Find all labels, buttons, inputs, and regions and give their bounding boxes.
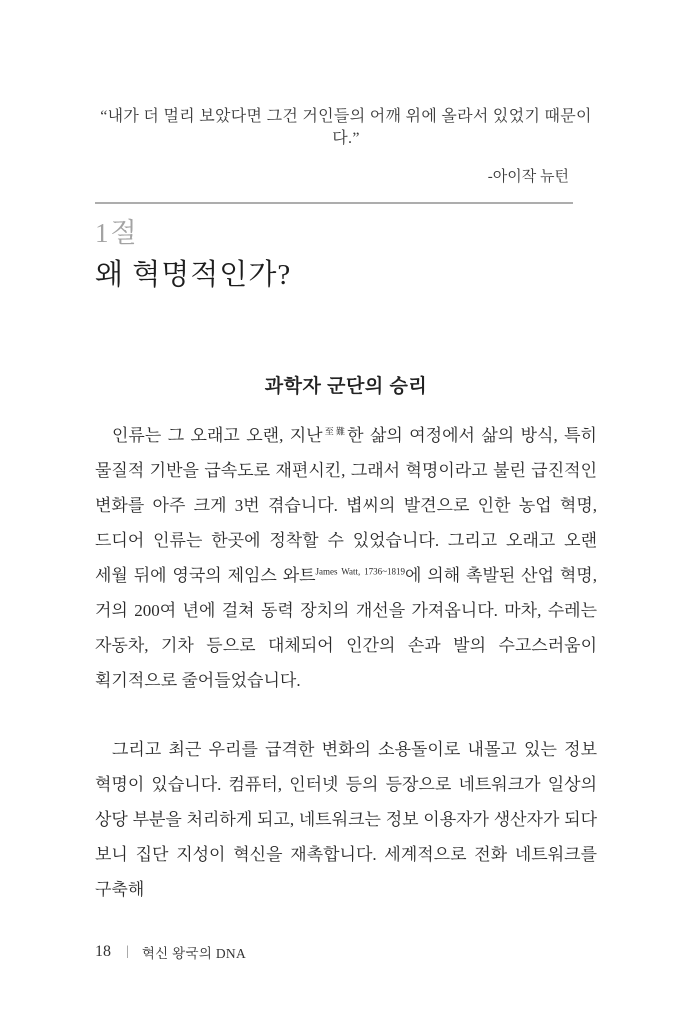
- body-text: [95, 418, 597, 907]
- divider-rule: [95, 202, 573, 204]
- section-number: 1절: [95, 218, 139, 248]
- page-footer: [95, 942, 246, 962]
- superscript-annotation: James Watt, 1736~1819: [315, 566, 406, 577]
- epigraph-attribution: -아이작 뉴턴: [487, 169, 569, 185]
- superscript-annotation: 至難: [322, 426, 348, 437]
- subsection-title: 과학자 군단의 승리: [264, 376, 428, 397]
- epigraph: [95, 0, 597, 186]
- chapter-heading: [95, 217, 597, 292]
- paragraph: 그리고 최근 우리를 급격한 변화의 소용돌이로 내몰고 있는 정보 혁명이 있습니다. 컴퓨터, 인터넷 등의 등장으로 네트워크가 일상의 상당 부분을 처리하게 되고, 네트워크는 정보 이용자가 생산자가 되다 보니 집단 지성이 혁신을 재촉합니다. 세계적으로 전화 네트워크를 구축해: [95, 740, 597, 899]
- chapter-title: 왜 혁명적인가?: [95, 259, 292, 291]
- page-number: 18: [95, 943, 111, 960]
- epigraph-quote: “내가 더 멀리 보았다면 그건 거인들의 어깨 위에 올라서 있었기 때문이다.”: [100, 108, 592, 147]
- book-title: 혁신 왕국의 DNA: [141, 946, 247, 961]
- footer-separator: |: [126, 944, 129, 959]
- paragraph: 인류는 그 오래고 오랜, 지난$^{至難}$한 삶의 여정에서 삶의 방식, 특히 물질적 기반을 급속도로 재편시킨, 그래서 혁명이라고 불린 급진적인 변화를 아주 크게 3번 겪습니다. 볍씨의 발견으로 인한 농업 혁명, 드디어 인류는 한곳에 정착할 수 있었습니다. 그리고 오래고 오랜 세월 뒤에 영국의 제임스 와트$^{James Watt, 1736\sim 1819}$에 의해 촉발된 산업 혁명, 거의 200여 년에 걸쳐 동력 장치의 개선을 가져옵니다. 마차, 수레는 자동차, 기차 등으로 대체되어 인간의 손과 발의 수고스러움이 획기적으로 줄어들었습니다.: [95, 426, 597, 690]
